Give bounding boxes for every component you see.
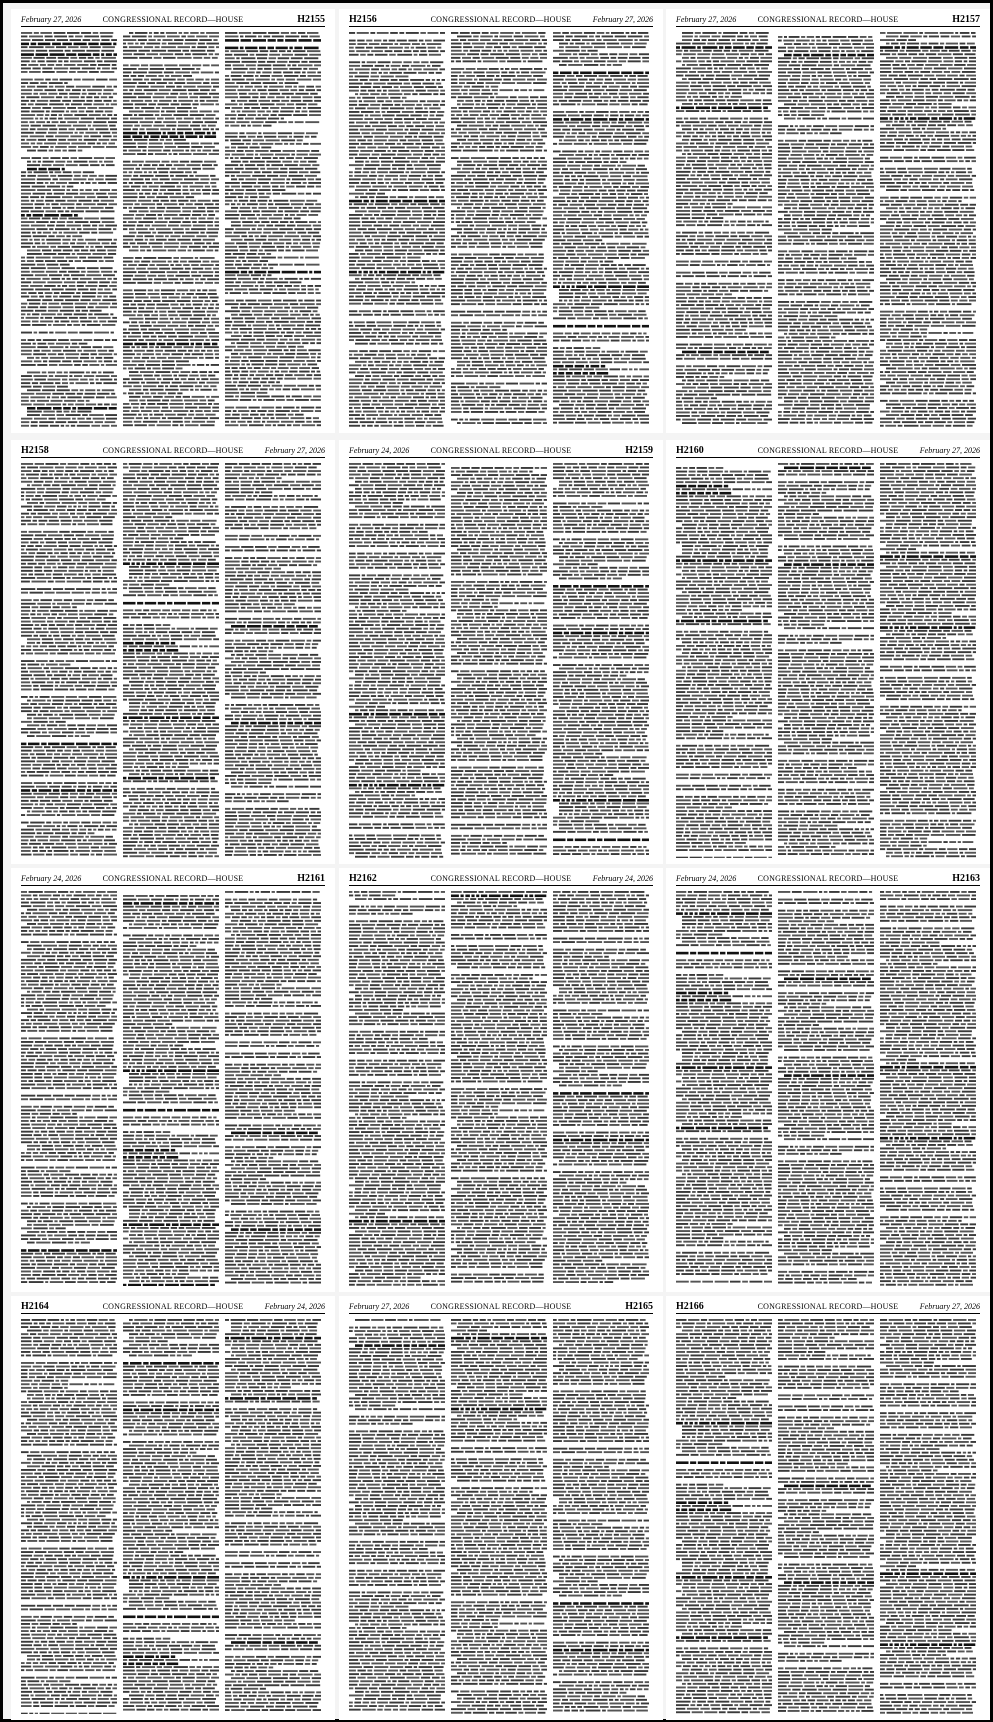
page-header <box>21 445 325 457</box>
header-rule <box>349 26 653 27</box>
header-left: H2156 <box>349 14 377 26</box>
column-text-lines <box>880 461 976 858</box>
text-column <box>451 30 547 427</box>
column-text-lines <box>123 889 219 1286</box>
text-column <box>123 889 219 1286</box>
text-column <box>349 461 445 858</box>
column-text-lines <box>553 889 649 1286</box>
record-page-h2156[interactable] <box>339 9 663 433</box>
column-text-lines <box>225 30 321 427</box>
text-column <box>880 461 976 858</box>
header-right: H2155 <box>297 14 325 26</box>
column-text-lines <box>880 1317 976 1714</box>
column-text-lines <box>778 1317 874 1714</box>
header-rule <box>21 26 325 27</box>
record-page-h2166[interactable] <box>666 1296 990 1720</box>
record-page-h2157[interactable] <box>666 9 990 433</box>
column-text-lines <box>553 1317 649 1714</box>
column-text-lines <box>451 30 547 427</box>
header-title: CONGRESSIONAL RECORD—HOUSE <box>349 873 653 885</box>
header-rule <box>349 457 653 458</box>
header-left: H2162 <box>349 873 377 885</box>
column-text-lines <box>553 461 649 858</box>
header-rule <box>349 1313 653 1314</box>
text-columns <box>676 1317 980 1714</box>
text-column <box>225 30 321 427</box>
text-columns <box>21 889 325 1286</box>
column-text-lines <box>451 889 547 1286</box>
text-column <box>553 889 649 1286</box>
text-columns <box>21 461 325 858</box>
page-header <box>676 873 980 885</box>
text-column <box>676 461 772 858</box>
text-column <box>553 461 649 858</box>
text-column <box>123 461 219 858</box>
text-column <box>880 889 976 1286</box>
column-text-lines <box>778 461 874 858</box>
page-header <box>21 14 325 26</box>
text-column <box>225 461 321 858</box>
header-rule <box>676 457 980 458</box>
header-left: February 27, 2026 <box>21 14 81 26</box>
page-header <box>21 1301 325 1313</box>
header-title: CONGRESSIONAL RECORD—HOUSE <box>349 445 653 457</box>
column-text-lines <box>123 30 219 427</box>
text-column <box>21 889 117 1286</box>
column-text-lines <box>880 30 976 427</box>
column-text-lines <box>676 461 772 858</box>
header-rule <box>21 457 325 458</box>
page-header <box>349 873 653 885</box>
header-right: February 27, 2026 <box>593 14 653 26</box>
text-column <box>451 1317 547 1714</box>
header-right: H2165 <box>625 1301 653 1313</box>
text-columns <box>676 461 980 858</box>
header-title: CONGRESSIONAL RECORD—HOUSE <box>21 445 325 457</box>
text-columns <box>349 889 653 1286</box>
header-left: February 24, 2026 <box>349 445 409 457</box>
text-columns <box>21 1317 325 1714</box>
column-text-lines <box>225 889 321 1286</box>
record-page-h2159[interactable] <box>339 440 663 864</box>
column-text-lines <box>778 30 874 427</box>
header-left: H2160 <box>676 445 704 457</box>
page-header <box>21 873 325 885</box>
column-text-lines <box>349 1317 445 1714</box>
column-text-lines <box>676 889 772 1286</box>
column-text-lines <box>349 889 445 1286</box>
text-columns <box>676 889 980 1286</box>
record-page-h2158[interactable] <box>11 440 335 864</box>
header-right: H2157 <box>952 14 980 26</box>
record-page-h2165[interactable] <box>339 1296 663 1720</box>
page-header <box>349 1301 653 1313</box>
column-text-lines <box>553 30 649 427</box>
text-column <box>676 889 772 1286</box>
header-right: H2159 <box>625 445 653 457</box>
text-column <box>349 1317 445 1714</box>
header-title: CONGRESSIONAL RECORD—HOUSE <box>349 1301 653 1313</box>
text-column <box>349 889 445 1286</box>
header-title: CONGRESSIONAL RECORD—HOUSE <box>21 873 325 885</box>
page-grid <box>3 3 990 1719</box>
column-text-lines <box>21 461 117 858</box>
header-rule <box>21 1313 325 1314</box>
header-right: February 27, 2026 <box>920 1301 980 1313</box>
header-title: CONGRESSIONAL RECORD—HOUSE <box>676 1301 980 1313</box>
text-column <box>349 30 445 427</box>
column-text-lines <box>676 1317 772 1714</box>
column-text-lines <box>778 889 874 1286</box>
header-left: H2164 <box>21 1301 49 1313</box>
header-right: February 27, 2026 <box>920 445 980 457</box>
header-left: H2158 <box>21 445 49 457</box>
text-column <box>676 30 772 427</box>
text-column <box>21 30 117 427</box>
text-column <box>123 1317 219 1714</box>
column-text-lines <box>123 1317 219 1714</box>
text-column <box>21 461 117 858</box>
text-column <box>553 1317 649 1714</box>
header-right: H2163 <box>952 873 980 885</box>
header-left: February 24, 2026 <box>676 873 736 885</box>
column-text-lines <box>880 889 976 1286</box>
header-right: February 27, 2026 <box>265 445 325 457</box>
header-left: February 27, 2026 <box>676 14 736 26</box>
text-column <box>21 1317 117 1714</box>
text-column <box>880 1317 976 1714</box>
text-column <box>778 30 874 427</box>
page-header <box>349 445 653 457</box>
header-rule <box>676 885 980 886</box>
header-left: February 27, 2026 <box>349 1301 409 1313</box>
header-title: CONGRESSIONAL RECORD—HOUSE <box>21 1301 325 1313</box>
header-title: CONGRESSIONAL RECORD—HOUSE <box>21 14 325 26</box>
text-column <box>778 1317 874 1714</box>
record-page-h2161[interactable] <box>11 868 335 1292</box>
column-text-lines <box>451 1317 547 1714</box>
record-page-h2155[interactable] <box>11 9 335 433</box>
header-left: February 24, 2026 <box>21 873 81 885</box>
record-page-h2164[interactable] <box>11 1296 335 1720</box>
header-title: CONGRESSIONAL RECORD—HOUSE <box>676 445 980 457</box>
header-title: CONGRESSIONAL RECORD—HOUSE <box>676 873 980 885</box>
page-header <box>676 1301 980 1313</box>
column-text-lines <box>21 889 117 1286</box>
header-right: February 24, 2026 <box>593 873 653 885</box>
column-text-lines <box>225 461 321 858</box>
page-header <box>676 445 980 457</box>
record-page-h2160[interactable] <box>666 440 990 864</box>
text-columns <box>349 461 653 858</box>
header-rule <box>21 885 325 886</box>
text-column <box>451 889 547 1286</box>
header-rule <box>349 885 653 886</box>
header-right: February 24, 2026 <box>265 1301 325 1313</box>
column-text-lines <box>21 30 117 427</box>
text-column <box>676 1317 772 1714</box>
text-column <box>880 30 976 427</box>
text-column <box>553 30 649 427</box>
column-text-lines <box>21 1317 117 1714</box>
header-left: H2166 <box>676 1301 704 1313</box>
text-column <box>451 461 547 858</box>
header-title: CONGRESSIONAL RECORD—HOUSE <box>676 14 980 26</box>
text-column <box>778 889 874 1286</box>
text-columns <box>349 30 653 427</box>
text-columns <box>676 30 980 427</box>
text-column <box>778 461 874 858</box>
record-page-h2163[interactable] <box>666 868 990 1292</box>
header-title: CONGRESSIONAL RECORD—HOUSE <box>349 14 653 26</box>
column-text-lines <box>225 1317 321 1714</box>
text-column <box>225 1317 321 1714</box>
page-header <box>676 14 980 26</box>
column-text-lines <box>451 461 547 858</box>
text-columns <box>21 30 325 427</box>
text-column <box>123 30 219 427</box>
header-rule <box>676 1313 980 1314</box>
column-text-lines <box>123 461 219 858</box>
record-page-h2162[interactable] <box>339 868 663 1292</box>
header-right: H2161 <box>297 873 325 885</box>
header-rule <box>676 26 980 27</box>
column-text-lines <box>349 30 445 427</box>
page-header <box>349 14 653 26</box>
text-column <box>225 889 321 1286</box>
text-columns <box>349 1317 653 1714</box>
column-text-lines <box>349 461 445 858</box>
column-text-lines <box>676 30 772 427</box>
